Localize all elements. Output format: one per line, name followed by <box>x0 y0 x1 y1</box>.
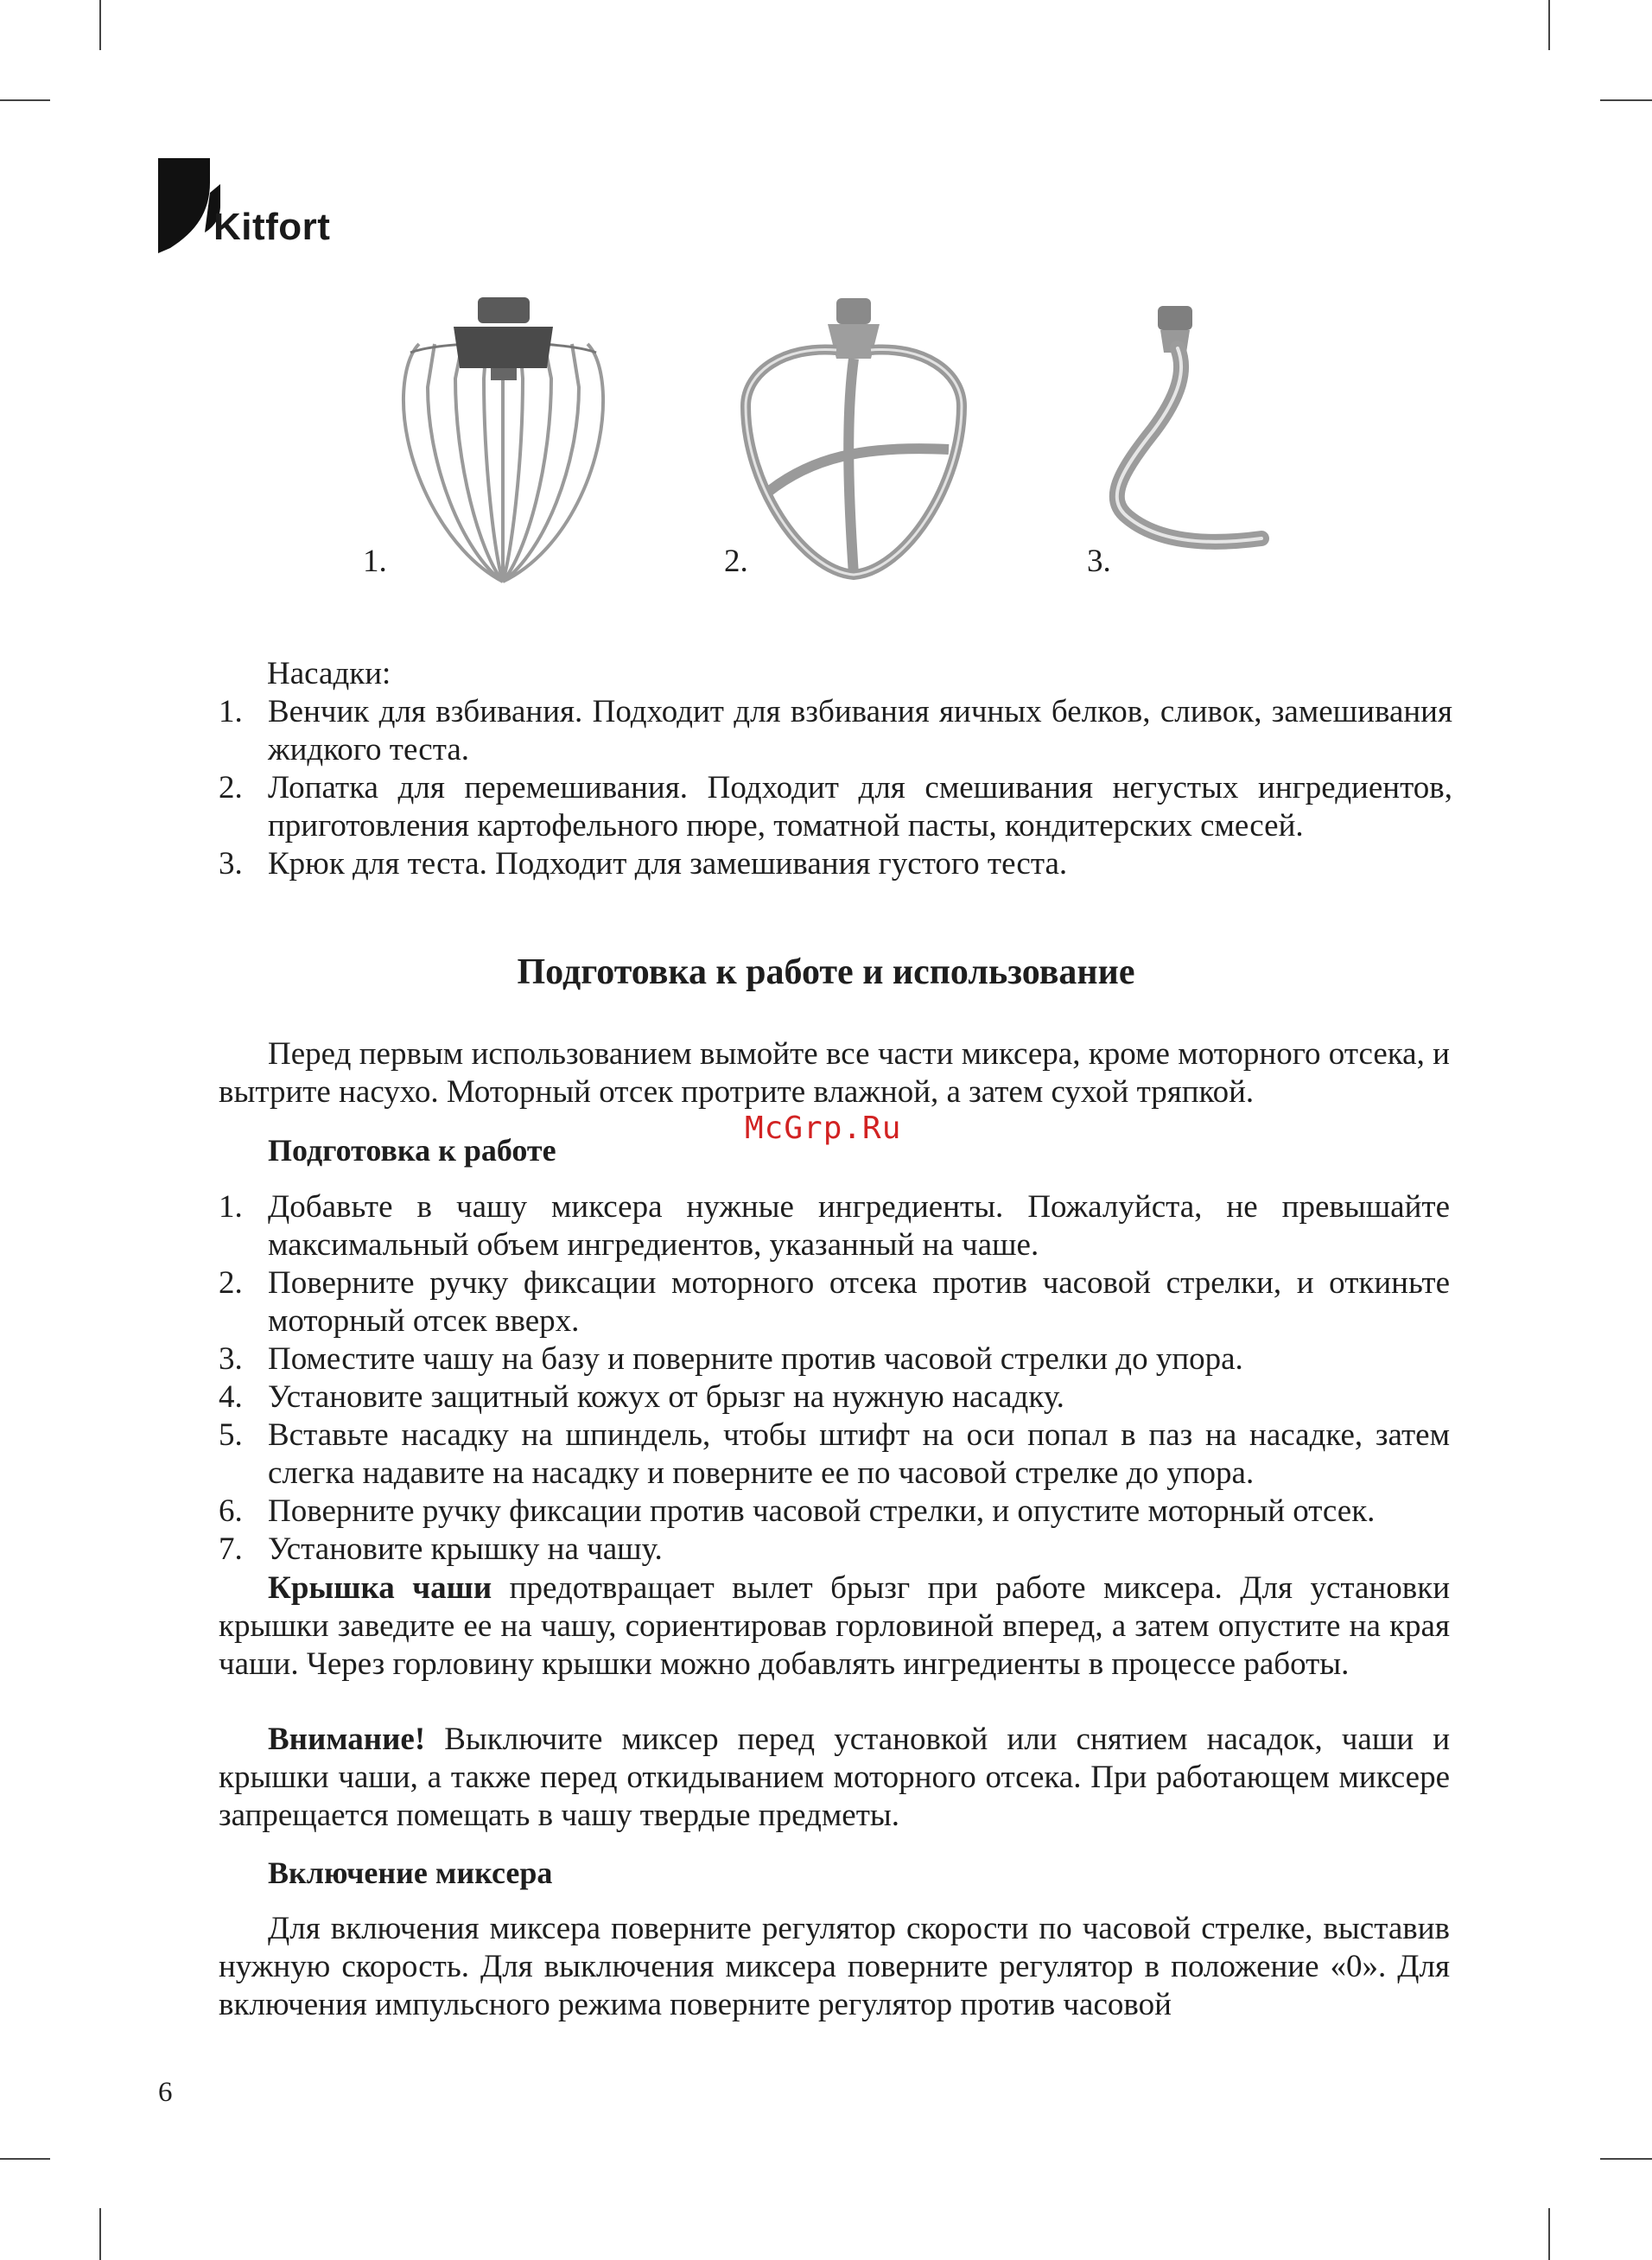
flat-beater-icon <box>733 294 975 588</box>
attachments-intro: Насадки: <box>267 656 391 691</box>
paragraph-text: Для включения миксера поверните регулятор скорости по часовой стрелке, выставив нужную скорость. Для выключения миксера поверните регулятор в положение «0». Для включения импульсного режима поверните регулятор против часовой <box>219 1911 1450 2022</box>
list-number: 5. <box>219 1417 243 1453</box>
list-item <box>219 1493 1450 1531</box>
whisk-icon <box>393 292 613 590</box>
list-number: 2. <box>219 770 243 805</box>
page-number: 6 <box>158 2077 173 2108</box>
list-number: 7. <box>219 1531 243 1567</box>
crop-mark <box>1600 99 1652 101</box>
list-item <box>219 845 1452 883</box>
crop-mark <box>99 0 101 50</box>
list-number: 3. <box>219 1341 243 1377</box>
crop-mark <box>0 99 50 101</box>
list-text: Поверните ручку фиксации против часовой стрелки, и опустите моторный отсек. <box>268 1493 1376 1529</box>
watermark: McGrp.Ru <box>745 1111 902 1146</box>
list-item <box>219 1416 1450 1493</box>
list-item <box>219 1531 1450 1569</box>
prep-title: Подготовка к работе <box>268 1133 556 1168</box>
list-number: 2. <box>219 1265 243 1301</box>
list-text: Поверните ручку фиксации моторного отсека против часовой стрелки, и откиньте моторный отсек вверх. <box>268 1265 1450 1339</box>
list-item <box>219 1264 1450 1340</box>
lid-paragraph <box>219 1569 1450 1684</box>
lid-bold: Крышка чаши <box>268 1570 492 1606</box>
figure-label: 2. <box>724 544 748 579</box>
list-item <box>219 693 1452 769</box>
list-number: 6. <box>219 1493 243 1529</box>
list-text: Поместите чашу на базу и поверните против часовой стрелки до упора. <box>268 1341 1243 1377</box>
list-item <box>219 769 1452 845</box>
list-item <box>219 1188 1450 1264</box>
list-item <box>219 1378 1450 1416</box>
crop-mark <box>0 2158 50 2160</box>
power-paragraph <box>219 1910 1450 2024</box>
attachments-list <box>219 693 1452 883</box>
crop-mark <box>99 2208 101 2260</box>
section-intro <box>219 1035 1450 1111</box>
list-number: 3. <box>219 846 243 882</box>
steps-list <box>219 1188 1450 1569</box>
dough-hook-icon <box>1093 301 1274 582</box>
figure-label: 1. <box>363 544 387 579</box>
brand-name: Kitfort <box>213 206 331 248</box>
list-number: 4. <box>219 1379 243 1415</box>
list-number: 1. <box>219 694 243 729</box>
list-text: Установите защитный кожух от брызг на нужную насадку. <box>268 1379 1064 1415</box>
list-text: Установите крышку на чашу. <box>268 1531 663 1567</box>
crop-mark <box>1548 0 1550 50</box>
crop-mark <box>1600 2158 1652 2160</box>
warning-paragraph <box>219 1721 1450 1835</box>
list-text: Добавьте в чашу миксера нужные ингредиенты. Пожалуйста, не превышайте максимальный объем ингредиентов, указанный на чаше. <box>268 1189 1450 1263</box>
paragraph-text: Перед первым использованием вымойте все части миксера, кроме моторного отсека, и вытрите насухо. Моторный отсек протрите влажной, а затем сухой тряпкой. <box>219 1036 1450 1110</box>
section-title: Подготовка к работе и использование <box>517 952 1135 992</box>
crop-mark <box>1548 2208 1550 2260</box>
power-title: Включение миксера <box>268 1856 553 1890</box>
list-text: Лопатка для перемешивания. Подходит для смешивания негустых ингредиентов, приготовления картофельного пюре, томатной пасты, кондитерских смесей. <box>268 770 1452 844</box>
paragraph-text: предотвращает вылет брызг при работе миксера. Для установки крышки заведите ее на чашу, сориентировав горловиной вперед, а затем опустите на края чаши. Через горловину крышки можно добавлять ингредиенты в процессе работы. <box>219 1570 1450 1682</box>
paragraph-text: Выключите миксер перед установкой или снятием насадок, чаши и крышки чаши, а также перед откидыванием моторного отсека. При работающем миксере запрещается помещать в чашу твердые предметы. <box>219 1722 1450 1833</box>
list-text: Венчик для взбивания. Подходит для взбивания яичных белков, сливок, замешивания жидкого теста. <box>268 694 1452 767</box>
list-number: 1. <box>219 1189 243 1225</box>
list-item <box>219 1340 1450 1378</box>
warning-bold: Внимание! <box>268 1722 426 1757</box>
list-text: Крюк для теста. Подходит для замешивания густого теста. <box>268 846 1068 882</box>
list-text: Вставьте насадку на шпиндель, чтобы штифт на оси попал в паз на насадке, затем слегка надавите на насадку и поверните ее по часовой стрелке до упора. <box>268 1417 1450 1491</box>
figure-label: 3. <box>1087 544 1111 579</box>
